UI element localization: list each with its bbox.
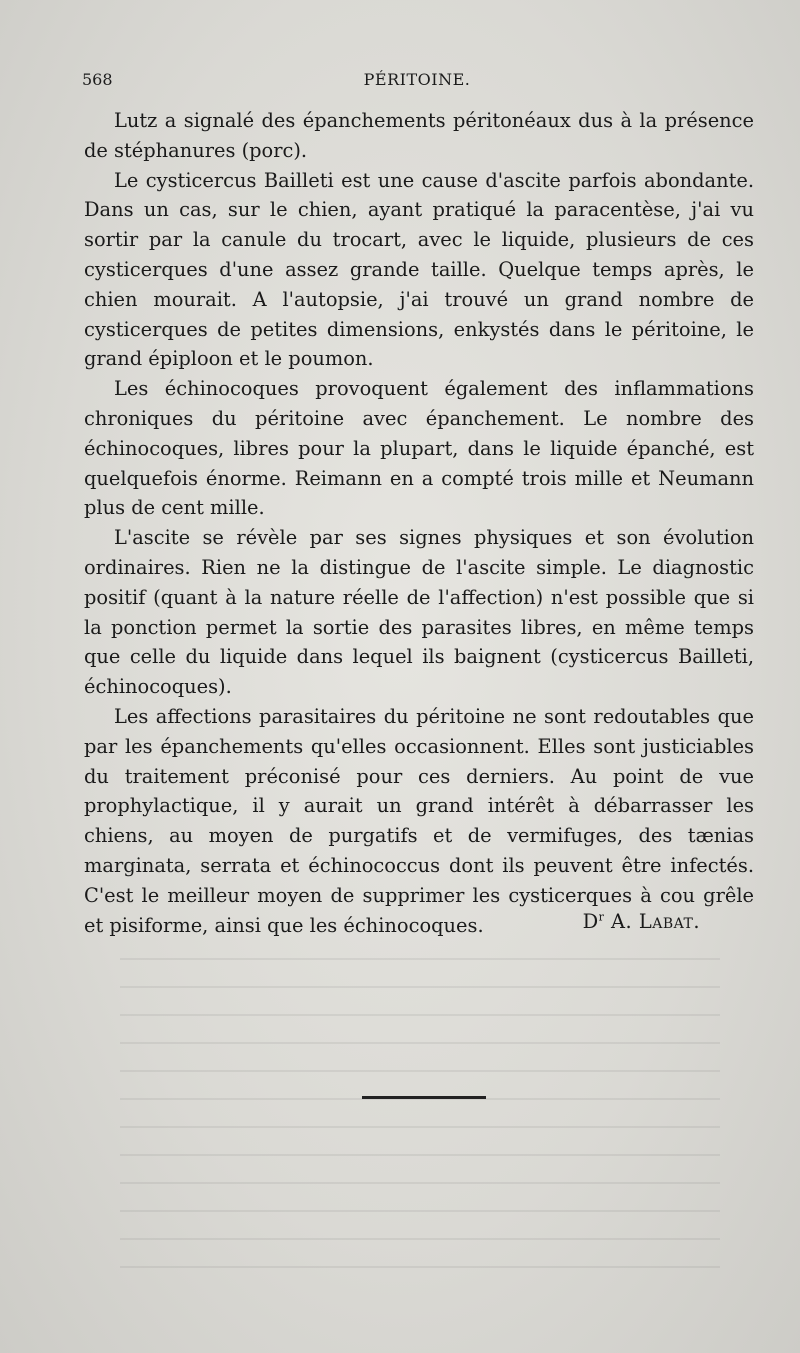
paragraph-3: Les échinocoques provoquent également des inflammations chroniques du péritoine avec épanchement. Le nombre des échinocoques, libres pour la plupart, dans le liquide épanché, est quelquefois énorme. Reimann en a compté trois mille et Neumann plus de cent mille. <box>84 377 754 520</box>
section-end-rule <box>362 1096 486 1099</box>
bleed-through-text <box>120 940 720 1290</box>
paragraph-4: L'ascite se révèle par ses signes physiques et son évolution ordinaires. Rien ne la distingue de l'ascite simple. Le diagnostic positif (quant à la nature réelle de l'affection) n'est possible que si la ponction permet la sortie des parasites libres, en même temps que celle du liquide dans lequel ils baignent (cysticercus Bailleti, échinocoques). <box>84 526 754 699</box>
paragraph-2: Le cysticercus Bailleti est une cause d'ascite parfois abondante. Dans un cas, sur le chien, ayant pratiqué la paracentèse, j'ai vu sortir par la canule du trocart, avec le liquide, plusieurs de ces cysticerques d'une assez grande taille. Quelque temps après, le chien mourait. A l'autopsie, j'ai trouvé un grand nombre de cysticerques de petites dimensions, enkystés dans le péritoine, le grand épiploon et le poumon. <box>84 168 754 371</box>
body-text <box>84 106 754 940</box>
paragraph-5: Les affections parasitaires du péritoine ne sont redoutables que par les épanchements qu'elles occasionnent. Elles sont justiciables du traitement préconisé pour ces derniers. Au point de vue prophylactique, il y aurait un grand intérêt à débarrasser les chiens, au moyen de purgatifs et de vermifuges, des tænias marginata, serrata et échinococcus dont ils peuvent être infectés. C'est le meilleur moyen de supprimer les cysticerques à cou grêle et pisiforme, ainsi que les échinocoques. <box>84 704 754 937</box>
running-title: PÉRITOINE. <box>363 70 471 89</box>
page-header <box>82 70 752 96</box>
signature-prefix: D <box>582 910 599 933</box>
signature-name: A. Labat. <box>611 910 700 933</box>
signature-prefix-sup: r <box>598 910 605 924</box>
paragraph-1: Lutz a signalé des épanchements péritonéaux dus à la présence de stéphanures (porc). <box>84 109 754 162</box>
author-signature <box>583 910 700 933</box>
page-number: 568 <box>82 70 113 89</box>
